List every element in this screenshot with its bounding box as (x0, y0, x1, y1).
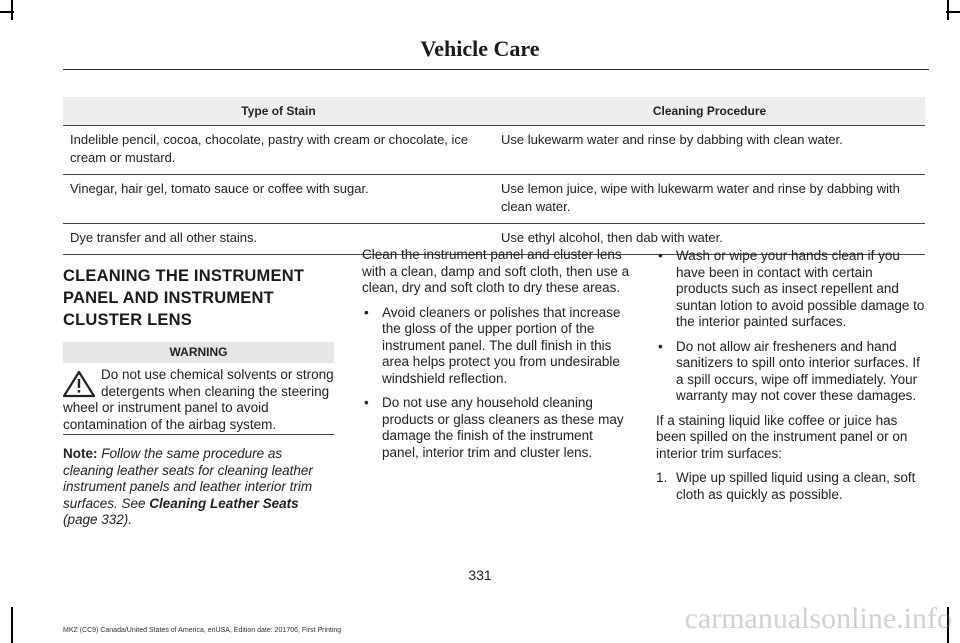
crop-mark (11, 0, 13, 20)
note-paragraph (63, 446, 335, 529)
spill-paragraph: If a staining liquid like coffee or juice has been spilled on the instrument panel or on interior trim surfaces: (656, 412, 908, 461)
crop-mark (946, 11, 960, 13)
crop-mark (947, 0, 949, 20)
middle-column (362, 247, 632, 469)
warning-box (63, 367, 335, 433)
watermark: carmanualsonline.info (684, 602, 952, 635)
step-text: Wipe up spilled liquid using a clean, soft cloth as quickly as possible. (676, 470, 916, 502)
section-title-line: CLEANING THE INSTRUMENT (63, 267, 305, 285)
stain-table (63, 97, 925, 255)
bullet-marker: • (658, 248, 663, 263)
list-item-text: Wash or wipe your hands clean if you have been in contact with certain products such as insect repellent and suntan lotion to avoid possible damage to the interior painted surfaces. (676, 248, 925, 329)
warning-label: WARNING (63, 342, 334, 363)
intro-paragraph: Clean the instrument panel and cluster lens with a clean, damp and soft cloth, then use a clean, dry and soft cloth to dry these areas. (362, 247, 630, 295)
section-title-line: PANEL AND INSTRUMENT (63, 289, 274, 307)
right-column (656, 248, 928, 511)
list-item (362, 305, 632, 388)
list-item-text: Do not use any household cleaning products or glass cleaners as these may damage the finish of the instrument panel, interior trim and cluster lens. (382, 395, 624, 460)
table-header-cell: Type of Stain (63, 97, 494, 126)
table-header-row (63, 97, 925, 126)
list-item-text: Do not allow air fresheners and hand sanitizers to spill onto interior surfaces. If a spill occurs, wipe off immediately. Your warranty may not cover these damages. (676, 338, 920, 403)
note-page-ref: (page 332). (63, 512, 133, 527)
list-item (656, 248, 928, 331)
stain-type-cell: Vinegar, hair gel, tomato sauce or coffee with sugar. (63, 175, 494, 224)
crop-mark (11, 607, 13, 643)
bullet-marker: • (364, 395, 369, 410)
section-title-line: CLUSTER LENS (63, 311, 192, 329)
list-item (362, 395, 632, 461)
stain-type-cell: Indelible pencil, cocoa, chocolate, pastry with cream or chocolate, ice cream or mustard. (63, 126, 494, 175)
procedure-cell: Use ethyl alcohol, then dab with water. (494, 224, 925, 255)
note-text: Follow the same procedure as cleaning leather seats for cleaning leather instrument panels and leather interior trim surfaces. See (63, 446, 313, 511)
header-rule (63, 69, 929, 70)
step-number: 1. (656, 470, 668, 485)
list-item-text: Avoid cleaners or polishes that increase the gloss of the upper portion of the instrument panel. The dull finish in this area helps protect you from undesirable windshield reflection. (382, 304, 621, 386)
numbered-step (656, 470, 928, 503)
page-number: 331 (468, 567, 492, 583)
bullet-marker: • (658, 338, 663, 354)
section-title (63, 265, 343, 331)
bullet-marker: • (364, 304, 369, 320)
page-header-title: Vehicle Care (420, 36, 540, 61)
procedure-cell: Use lukewarm water and rinse by dabbing with clean water. (494, 126, 925, 175)
procedure-cell: Use lemon juice, wipe with lukewarm water and rinse by dabbing with clean water. (494, 175, 925, 224)
table-header-cell: Cleaning Procedure (494, 97, 925, 126)
warning-triangle-icon (61, 369, 97, 399)
footer-text: MKZ (CC9) Canada/United States of America, enUSA, Edition date: 201706, First Printing (63, 627, 342, 634)
warning-rule (63, 434, 334, 435)
warning-text: Do not use chemical solvents or strong detergents when cleaning the steering wheel or instrument panel to avoid contamination of the airbag system. (63, 367, 334, 432)
note-label: Note: (63, 446, 98, 461)
crop-mark (0, 11, 14, 13)
list-item (656, 339, 928, 405)
stain-type-cell: Dye transfer and all other stains. (63, 224, 494, 255)
table-row (63, 126, 925, 175)
table-row (63, 175, 925, 224)
cross-reference-link[interactable]: Cleaning Leather Seats (149, 495, 299, 511)
